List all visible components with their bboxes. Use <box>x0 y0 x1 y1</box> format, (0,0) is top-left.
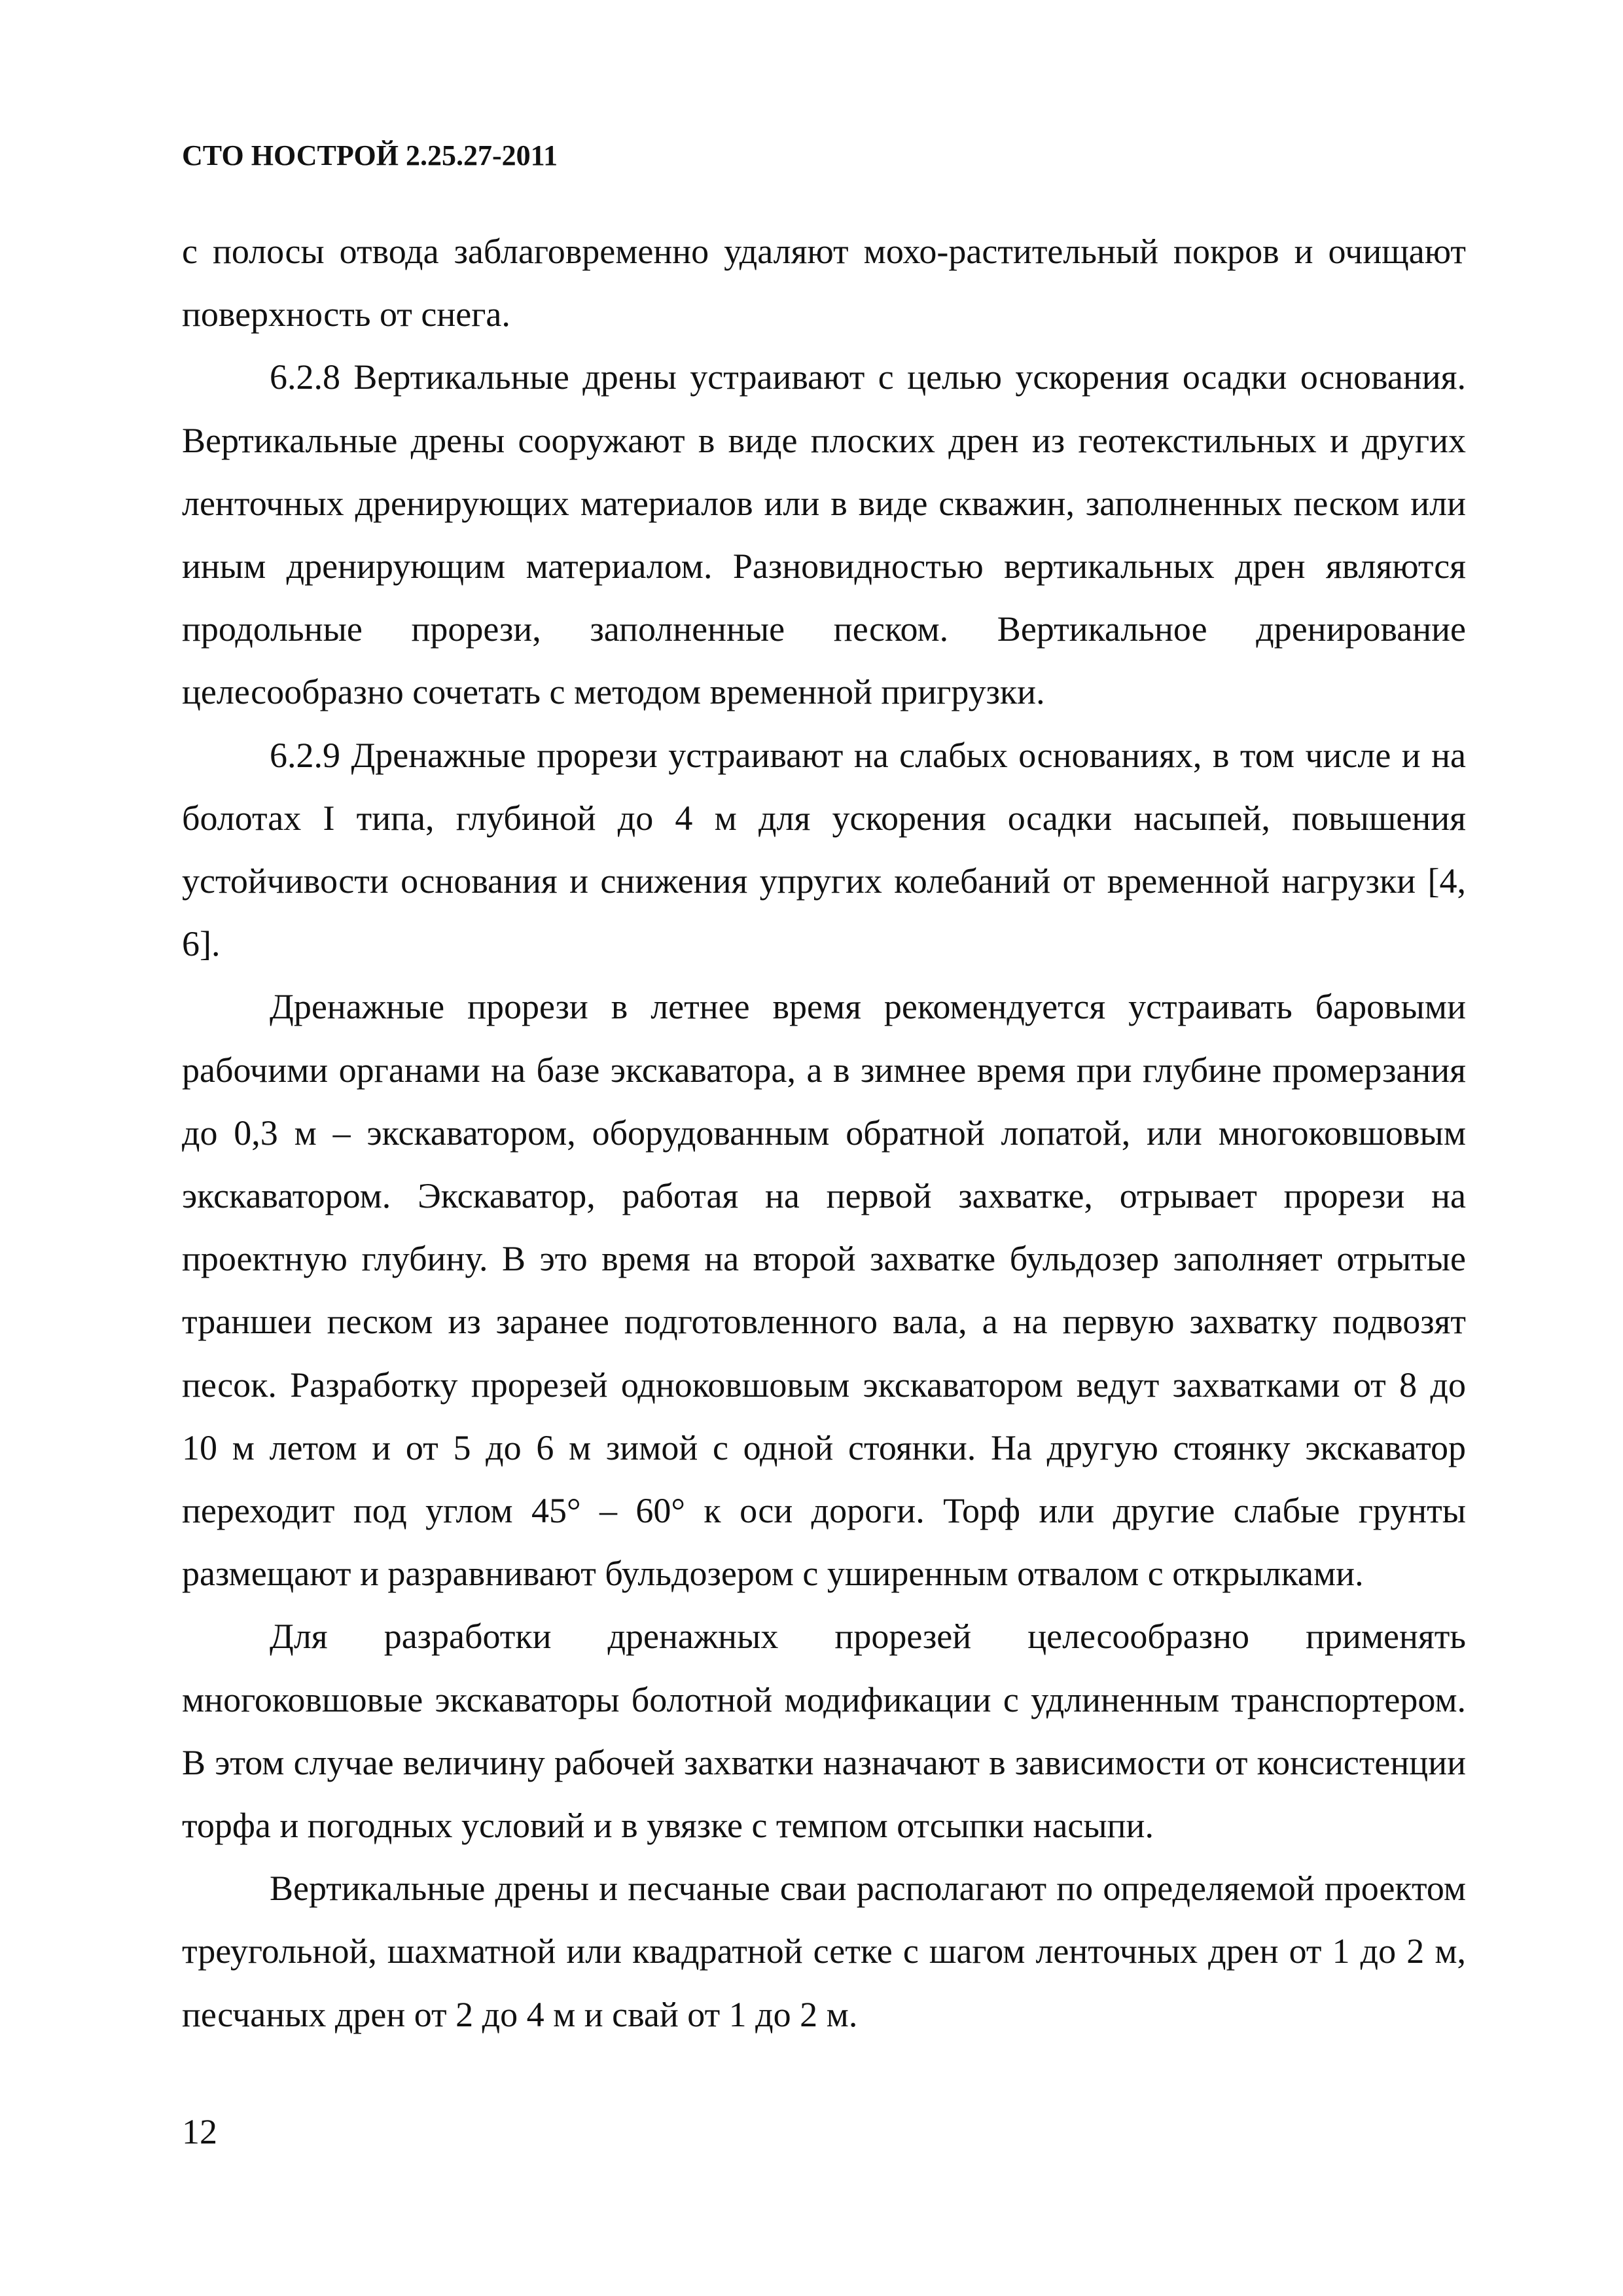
paragraph-6-2-8: 6.2.8 Вертикальные дрены устраивают с целью ускорения осадки основания. Вертикальные дрены сооружают в виде плоских дрен из геотекстильных и других ленточных дренирующих материалов или в виде скважин, заполненных песком или иным дренирующим материалом. Разновидностью вертикальных дрен являются продольные прорези, заполненные песком. Вертикальное дренирование целесообразно сочетать с методом временной пригрузки. <box>182 357 1466 712</box>
paragraph-drain-grid: Вертикальные дрены и песчаные сваи располагают по определяемой проектом треугольной, шахматной или квадратной сетке с шагом ленточных дрен от 1 до 2 м, песчаных дрен от 2 до 4 м и свай от 1 до 2 м. <box>182 1869 1466 2034</box>
paragraph-drainage-cuts: Дренажные прорези в летнее время рекомендуется устраивать баровыми рабочими органами на базе экскаватора, а в зимнее время при глубине промерзания до 0,3 м – экскаватором, оборудованным обратной лопатой, или многоковшовым экскаватором. Экскаватор, работая на первой захватке, отрывает прорези на проектную глубину. В это время на второй захватке бульдозер заполняет отрытые траншеи песком из заранее подготовленного вала, а на первую захватку подвозят песок. Разработку прорезей одноковшовым экскаватором ведут захватками от 8 до 10 м летом и от 5 до 6 м зимой с одной стоянки. На другую стоянку экскаватор переходит под углом 45° – 60° к оси дороги. Торф или другие слабые грунты размещают и разравнивают бульдозером с уширенным отвалом с открылками. <box>182 987 1466 1594</box>
paragraph-6-2-9: 6.2.9 Дренажные прорези устраивают на слабых основаниях, в том числе и на болотах I типа, глубиной до 4 м для ускорения осадки насыпей, повышения устойчивости основания и снижения упругих колебаний от временной нагрузки [4, 6]. <box>182 735 1466 964</box>
paragraph-multibucket-excavators: Для разработки дренажных прорезей целесообразно применять многоковшовые экскаваторы болотной модификации с удлиненным транспортером. В этом случае величину рабочей захватки назначают в зависимости от консистенции торфа и погодных условий и в увязке с темпом отсыпки насыпи. <box>182 1617 1466 1846</box>
document-header: СТО НОСТРОЙ 2.25.27-2011 <box>182 139 558 171</box>
page-number: 12 <box>182 2112 217 2151</box>
document-body <box>182 220 1466 2046</box>
paragraph-continuation: с полосы отвода заблаговременно удаляют мохо-растительный покров и очищают поверхность от снега. <box>182 232 1466 334</box>
